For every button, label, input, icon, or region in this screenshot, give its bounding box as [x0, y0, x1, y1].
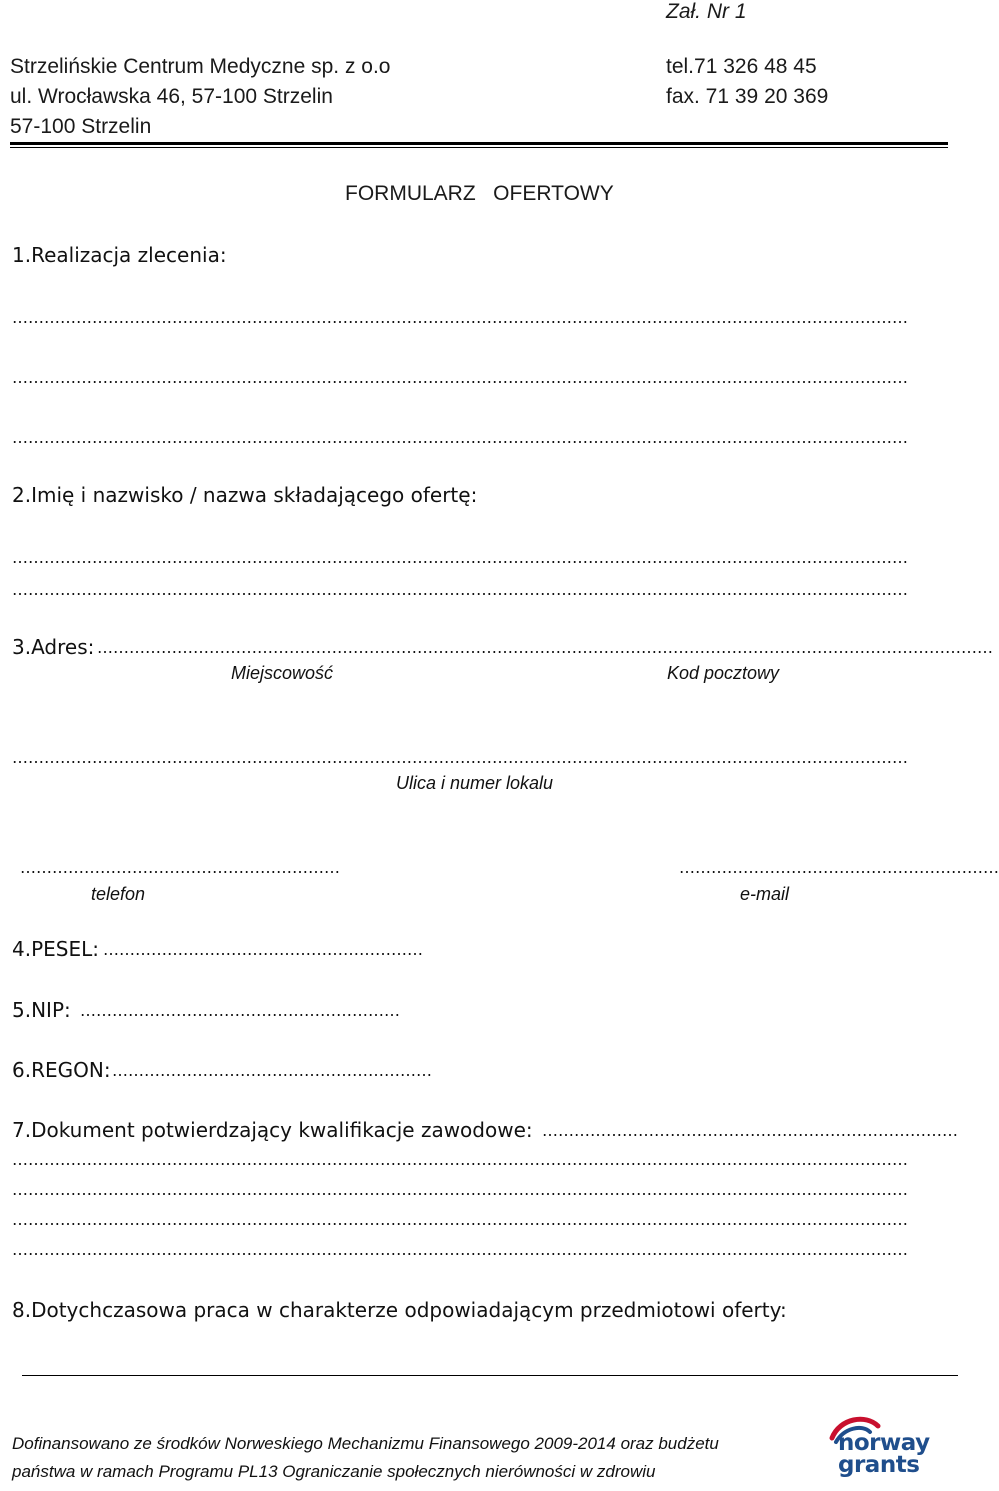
caption-email: e-mail — [740, 884, 790, 904]
header-divider-thin — [10, 147, 948, 148]
form-title: FORMULARZ OFERTOWY — [345, 182, 614, 205]
caption-ulica: Ulica i numer lokalu — [396, 773, 554, 793]
fill-line[interactable]: …………………………………………………………………………………………………………………………………………………… — [12, 580, 908, 599]
telefon-fill-line[interactable]: …………………………………………………… — [20, 858, 340, 877]
section-2-label: 2.Imię i nazwisko / nazwa składającego ofertę: — [12, 483, 478, 507]
company-city: 57-100 Strzelin — [10, 115, 152, 138]
company-name: Strzelińskie Centrum Medyczne sp. z o.o — [10, 55, 391, 78]
company-tel: tel.71 326 48 45 — [666, 55, 817, 78]
fill-line[interactable]: …………………………………………………………………………………………………………………………………………………… — [12, 1240, 908, 1259]
attachment-label: Zał. Nr 1 — [666, 0, 747, 23]
fill-line[interactable]: …………………………………………………………………………………………………………………………………………………… — [12, 1150, 908, 1169]
fill-line[interactable]: …………………………………………………………………………………………………………………………………………………… — [12, 1180, 908, 1199]
fill-line[interactable]: …………………………………………………………………………………………………………………………………………………… — [97, 638, 993, 657]
logo-word-grants: grants — [838, 1452, 920, 1478]
caption-telefon: telefon — [91, 884, 146, 904]
section-3-label: 3.Adres: — [12, 635, 95, 659]
section-4-label: 4.PESEL: — [12, 937, 99, 961]
fill-line[interactable]: …………………………………………………………………… — [542, 1121, 958, 1140]
email-fill-line[interactable]: …………………………………………………… — [679, 858, 999, 877]
fill-line[interactable]: …………………………………………………………………………………………………………………………………………………… — [12, 548, 908, 567]
company-street: ul. Wrocławska 46, 57-100 Strzelin — [10, 85, 333, 108]
section-6-label: 6.REGON: — [12, 1058, 111, 1082]
company-fax: fax. 71 39 20 369 — [666, 85, 829, 108]
pesel-fill-line[interactable]: …………………………………………………… — [103, 940, 423, 959]
fill-line[interactable]: …………………………………………………………………………………………………………………………………………………… — [12, 308, 908, 327]
caption-miejscowosc: Miejscowość — [231, 663, 334, 683]
regon-fill-line[interactable]: …………………………………………………… — [112, 1061, 432, 1080]
section-7-label: 7.Dokument potwierdzający kwalifikacje zawodowe: — [12, 1118, 533, 1142]
footer-funding-line-1: Dofinansowano ze środków Norweskiego Mechanizmu Finansowego 2009-2014 oraz budżetu — [12, 1434, 719, 1453]
section-8-label: 8.Dotychczasowa praca w charakterze odpowiadającym przedmiotowi oferty: — [12, 1298, 787, 1322]
norway-grants-logo — [826, 1410, 938, 1486]
section-1-label: 1.Realizacja zlecenia: — [12, 243, 227, 267]
fill-line[interactable]: …………………………………………………………………………………………………………………………………………………… — [12, 428, 908, 447]
nip-fill-line[interactable]: …………………………………………………… — [80, 1001, 400, 1020]
caption-kod-pocztowy: Kod pocztowy — [667, 663, 780, 683]
section-5-label: 5.NIP: — [12, 998, 71, 1022]
fill-line[interactable]: …………………………………………………………………………………………………………………………………………………… — [12, 1210, 908, 1229]
fill-line[interactable]: …………………………………………………………………………………………………………………………………………………… — [12, 748, 908, 767]
fill-line[interactable]: …………………………………………………………………………………………………………………………………………………… — [12, 368, 908, 387]
header-divider-thick — [10, 142, 948, 145]
footer-funding-line-2: państwa w ramach Programu PL13 Ograniczanie społecznych nierówności w zdrowiu — [12, 1462, 656, 1481]
logo-word-norway: norway — [838, 1430, 930, 1456]
footer-divider — [22, 1375, 958, 1376]
